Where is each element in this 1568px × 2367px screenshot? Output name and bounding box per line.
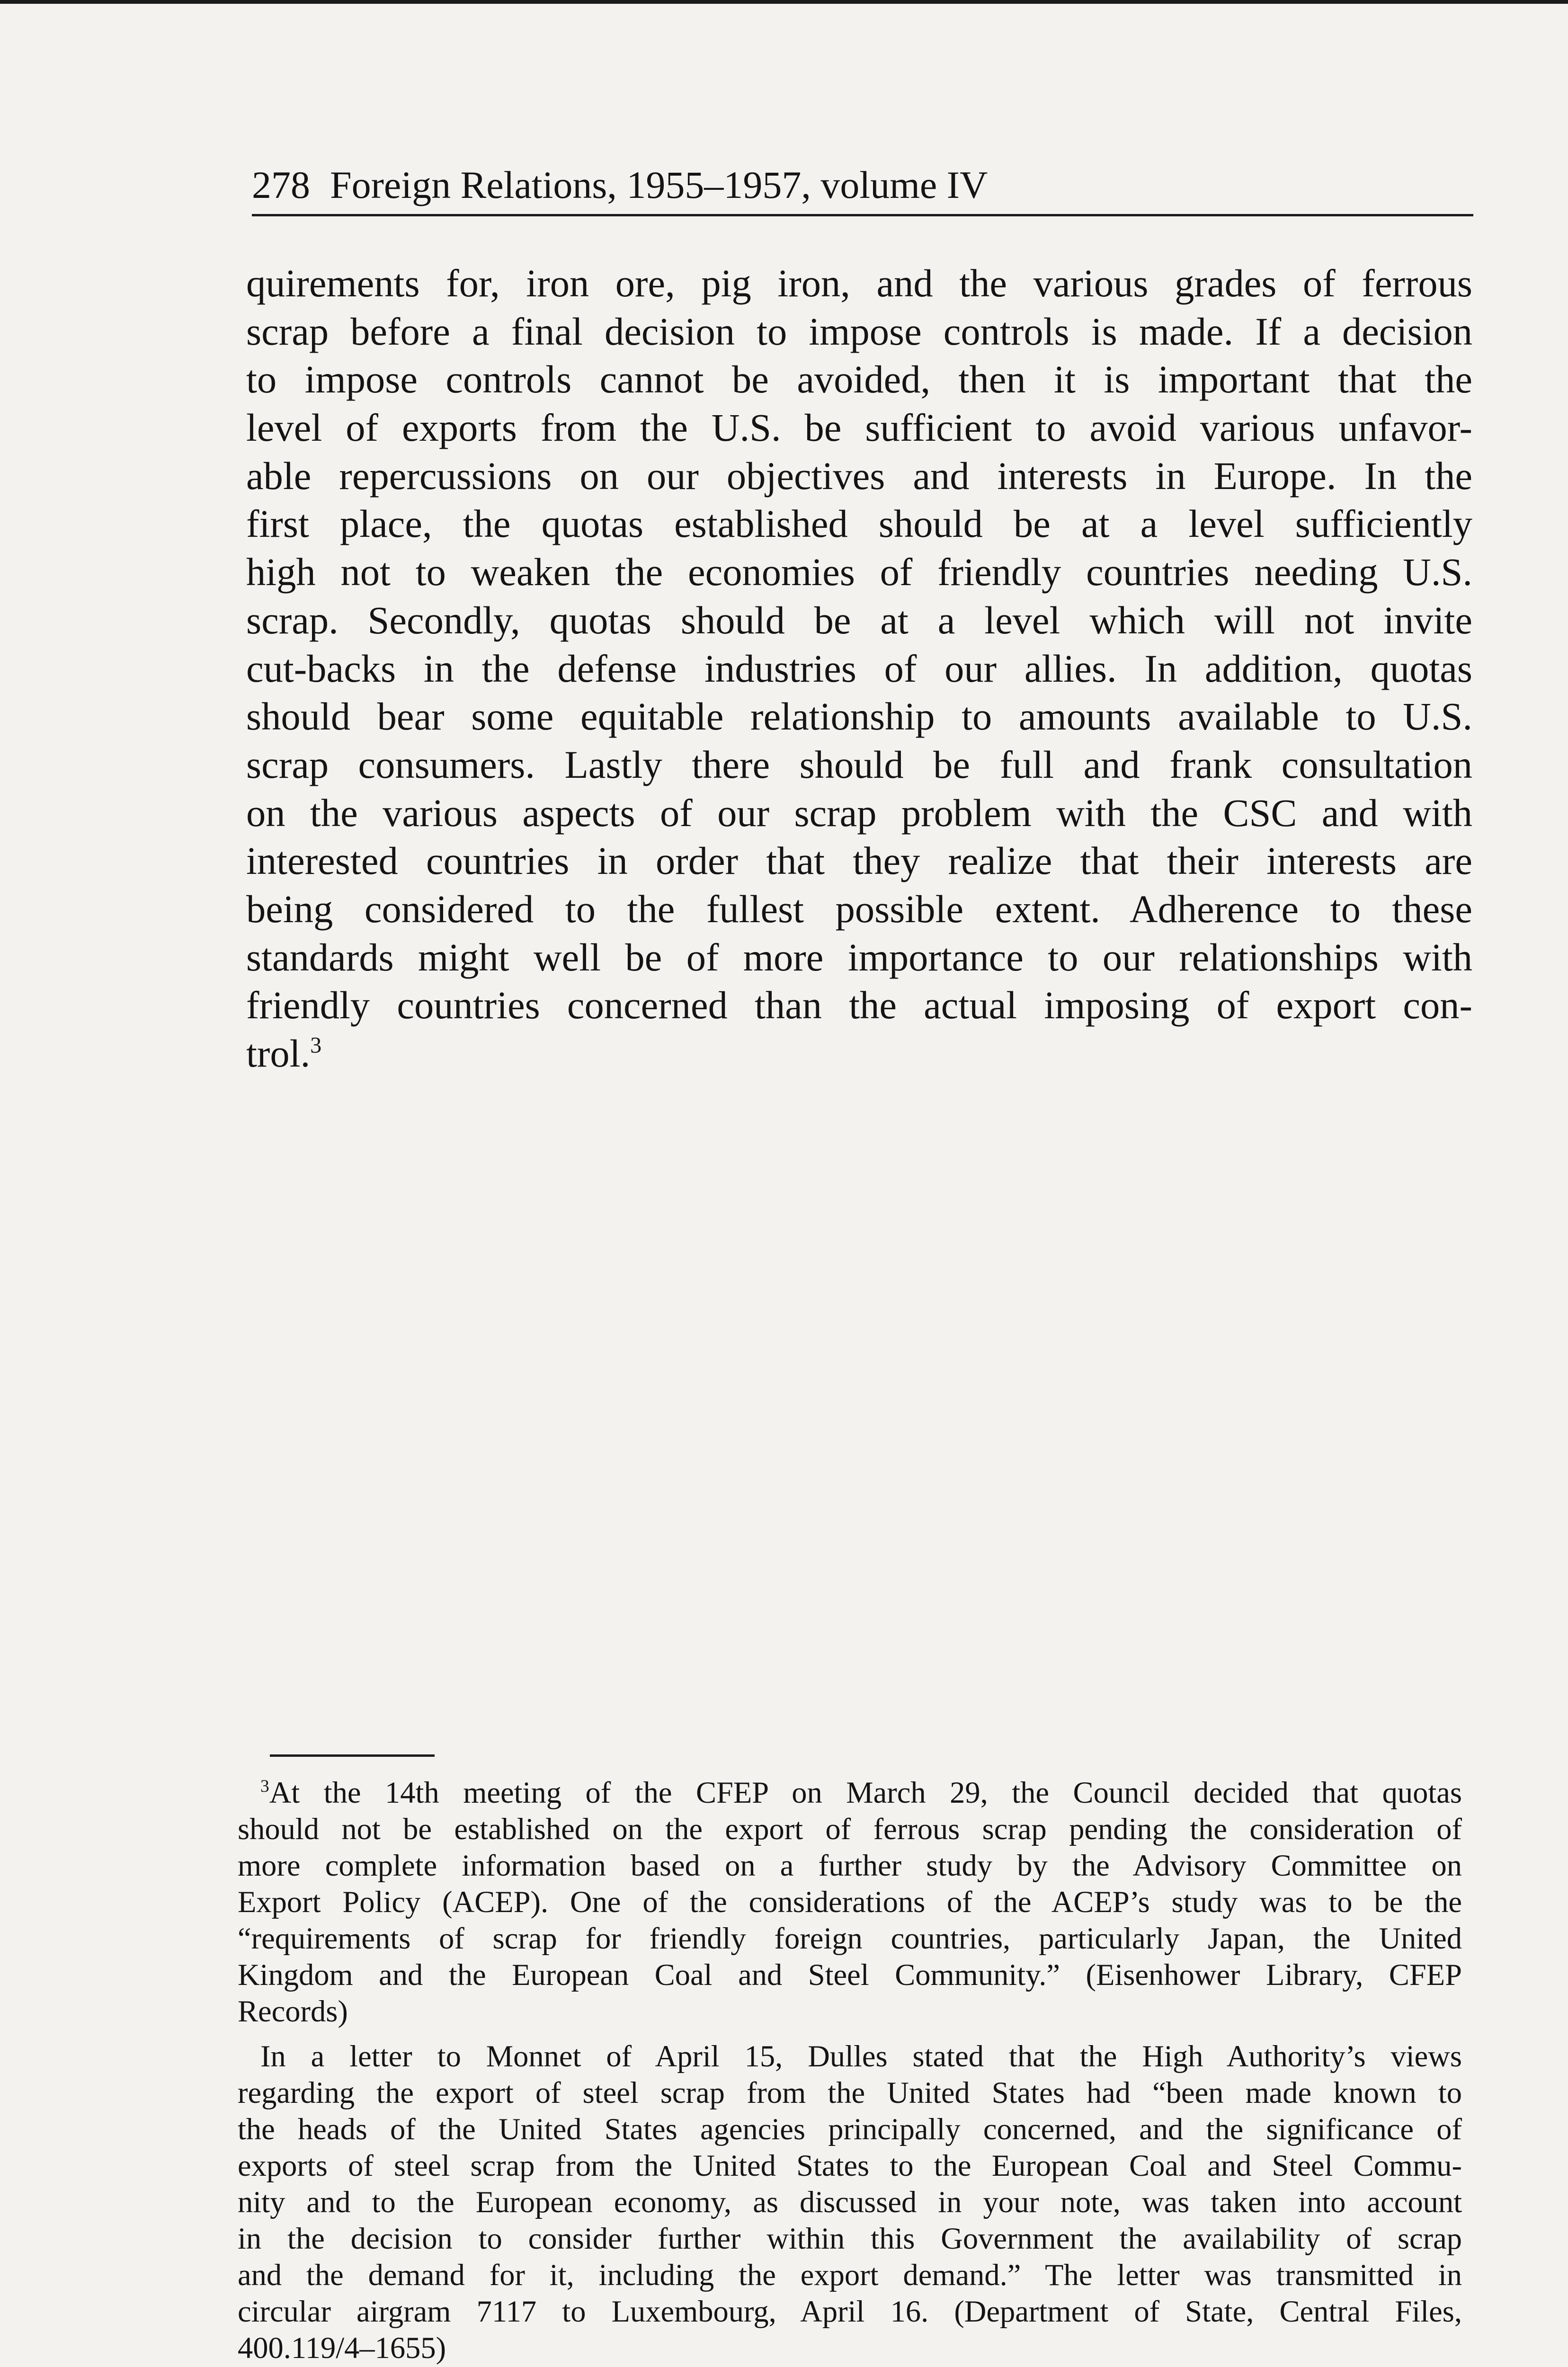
- body-line-last: [246, 1030, 1472, 1078]
- footnote-line: nity and to the European economy, as discussed in your note, was taken into account: [238, 2185, 1462, 2219]
- body-line: quirements for, iron ore, pig iron, and the various grades of ferrous: [246, 261, 1472, 305]
- footnote-line: Export Policy (ACEP). One of the considerations of the ACEP’s study was to be the: [238, 1885, 1462, 1919]
- footnote-line: more complete information based on a further study by the Advisory Committee on: [238, 1849, 1462, 1882]
- body-line: level of exports from the U.S. be sufficient to avoid various unfavor-: [246, 406, 1472, 450]
- body-line: standards might well be of more importance to our relationships with: [246, 935, 1472, 979]
- body-line: interested countries in order that they realize that their interests are: [246, 839, 1472, 883]
- footnote-line: [238, 1774, 1462, 1811]
- footnote-rule: [270, 1754, 435, 1757]
- footnote-line: Kingdom and the European Coal and Steel Community.” (Eisenhower Library, CFEP: [238, 1958, 1462, 1992]
- footnote-line: and the demand for it, including the export demand.” The letter was transmitted in: [238, 2258, 1462, 2292]
- footnote-line-text: At the 14th meeting of the CFEP on March 29, the Council decided that quotas: [269, 1776, 1462, 1809]
- page-number: 278: [252, 163, 310, 206]
- body-line: scrap. Secondly, quotas should be at a level which will not invite: [246, 598, 1472, 642]
- footnote-line: In a letter to Monnet of April 15, Dulles stated that the High Authority’s views: [260, 2039, 1462, 2073]
- footnote-marker: 3: [260, 1776, 269, 1796]
- scan-top-edge: [0, 0, 1568, 4]
- body-line: being considered to the fullest possible extent. Adherence to these: [246, 887, 1472, 931]
- body-line: able repercussions on our objectives and interests in Europe. In the: [246, 454, 1472, 498]
- footnote-line: circular airgram 7117 to Luxembourg, April 16. (Department of State, Central Files,: [238, 2295, 1462, 2328]
- body-line: high not to weaken the economies of friendly countries needing U.S.: [246, 550, 1472, 594]
- body-text: [246, 259, 1472, 1078]
- footnote-reference[interactable]: 3: [310, 1032, 322, 1058]
- footnote-line: should not be established on the export of ferrous scrap pending the consideration of: [238, 1812, 1462, 1846]
- running-head: [252, 156, 1473, 216]
- footnote-line: exports of steel scrap from the United States to the European Coal and Steel Commu-: [238, 2149, 1462, 2182]
- footnote-line: the heads of the United States agencies principally concerned, and the significance of: [238, 2112, 1462, 2146]
- body-line: friendly countries concerned than the actual imposing of export con-: [246, 983, 1472, 1027]
- footnote-3: [238, 1774, 1462, 2029]
- body-line: scrap before a final decision to impose controls is made. If a decision: [246, 309, 1472, 353]
- running-title: Foreign Relations, 1955–1957, volume IV: [330, 163, 988, 206]
- footnote-line: in the decision to consider further within this Government the availability of scrap: [238, 2222, 1462, 2255]
- footnote-line: Records): [238, 1994, 348, 2028]
- body-line: cut-backs in the defense industries of our allies. In addition, quotas: [246, 646, 1472, 690]
- footnote-line: regarding the export of steel scrap from the United States had “been made known to: [238, 2076, 1462, 2109]
- body-line: should bear some equitable relationship to amounts available to U.S.: [246, 694, 1472, 739]
- body-line: first place, the quotas established should be at a level sufficiently: [246, 502, 1472, 546]
- footnote-line: 400.119/4–1655): [238, 2331, 446, 2365]
- body-line: scrap consumers. Lastly there should be full and frank consultation: [246, 742, 1472, 786]
- body-line: to impose controls cannot be avoided, then it is important that the: [246, 357, 1472, 401]
- footnote-line: “requirements of scrap for friendly foreign countries, particularly Japan, the United: [238, 1922, 1462, 1955]
- body-last-text: trol.: [246, 1032, 311, 1075]
- footnotes: [238, 1774, 1462, 2367]
- body-line: on the various aspects of our scrap problem with the CSC and with: [246, 791, 1472, 835]
- footnote-3-continued: [238, 2038, 1462, 2366]
